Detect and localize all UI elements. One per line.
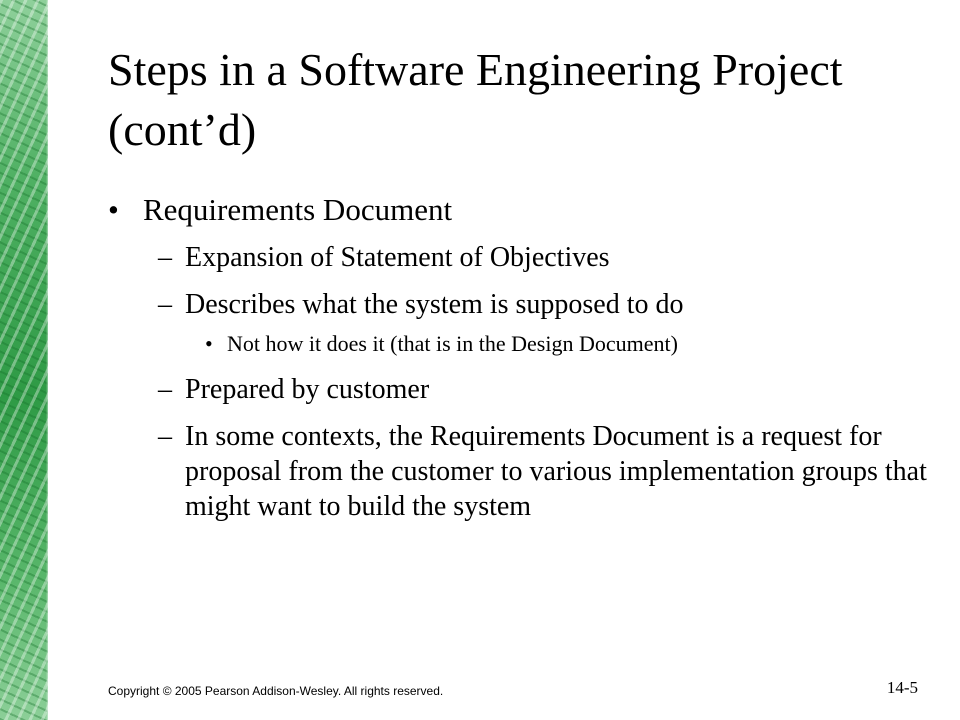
bullet-marker: • xyxy=(205,331,213,356)
subsubbullet-not-how xyxy=(108,330,928,358)
dash-marker: – xyxy=(158,374,172,405)
subbullet-text: Prepared by customer xyxy=(185,374,430,405)
bullet-marker: • xyxy=(108,192,119,227)
subbullet-text: Expansion of Statement of Objectives xyxy=(185,242,610,273)
subbullet-text: Describes what the system is supposed to do xyxy=(185,289,684,320)
subbullet-describes xyxy=(108,287,928,322)
subsubbullet-text: Not how it does it (that is in the Design Document) xyxy=(227,331,678,356)
dash-marker: – xyxy=(158,289,172,320)
subbullet-prepared xyxy=(108,372,928,407)
slide-number: 14-5 xyxy=(886,678,918,697)
subbullet-expansion xyxy=(108,240,928,275)
bullet-requirements-document xyxy=(108,190,928,230)
subbullet-some-contexts xyxy=(108,419,928,524)
decorative-city-image-strip xyxy=(0,0,48,720)
dash-marker: – xyxy=(158,421,172,452)
dash-marker: – xyxy=(158,242,172,273)
subbullet-text: In some contexts, the Requirements Document is a request for proposal from the customer to various implementation groups that might want to build the system xyxy=(185,421,927,522)
bullet-text: Requirements Document xyxy=(143,192,453,227)
slide-body xyxy=(108,190,928,536)
copyright-notice: Copyright © 2005 Pearson Addison-Wesley. All rights reserved. xyxy=(108,684,444,698)
strip-fade-edge xyxy=(46,0,50,720)
slide-title: Steps in a Software Engineering Project (cont’d) xyxy=(108,44,843,155)
